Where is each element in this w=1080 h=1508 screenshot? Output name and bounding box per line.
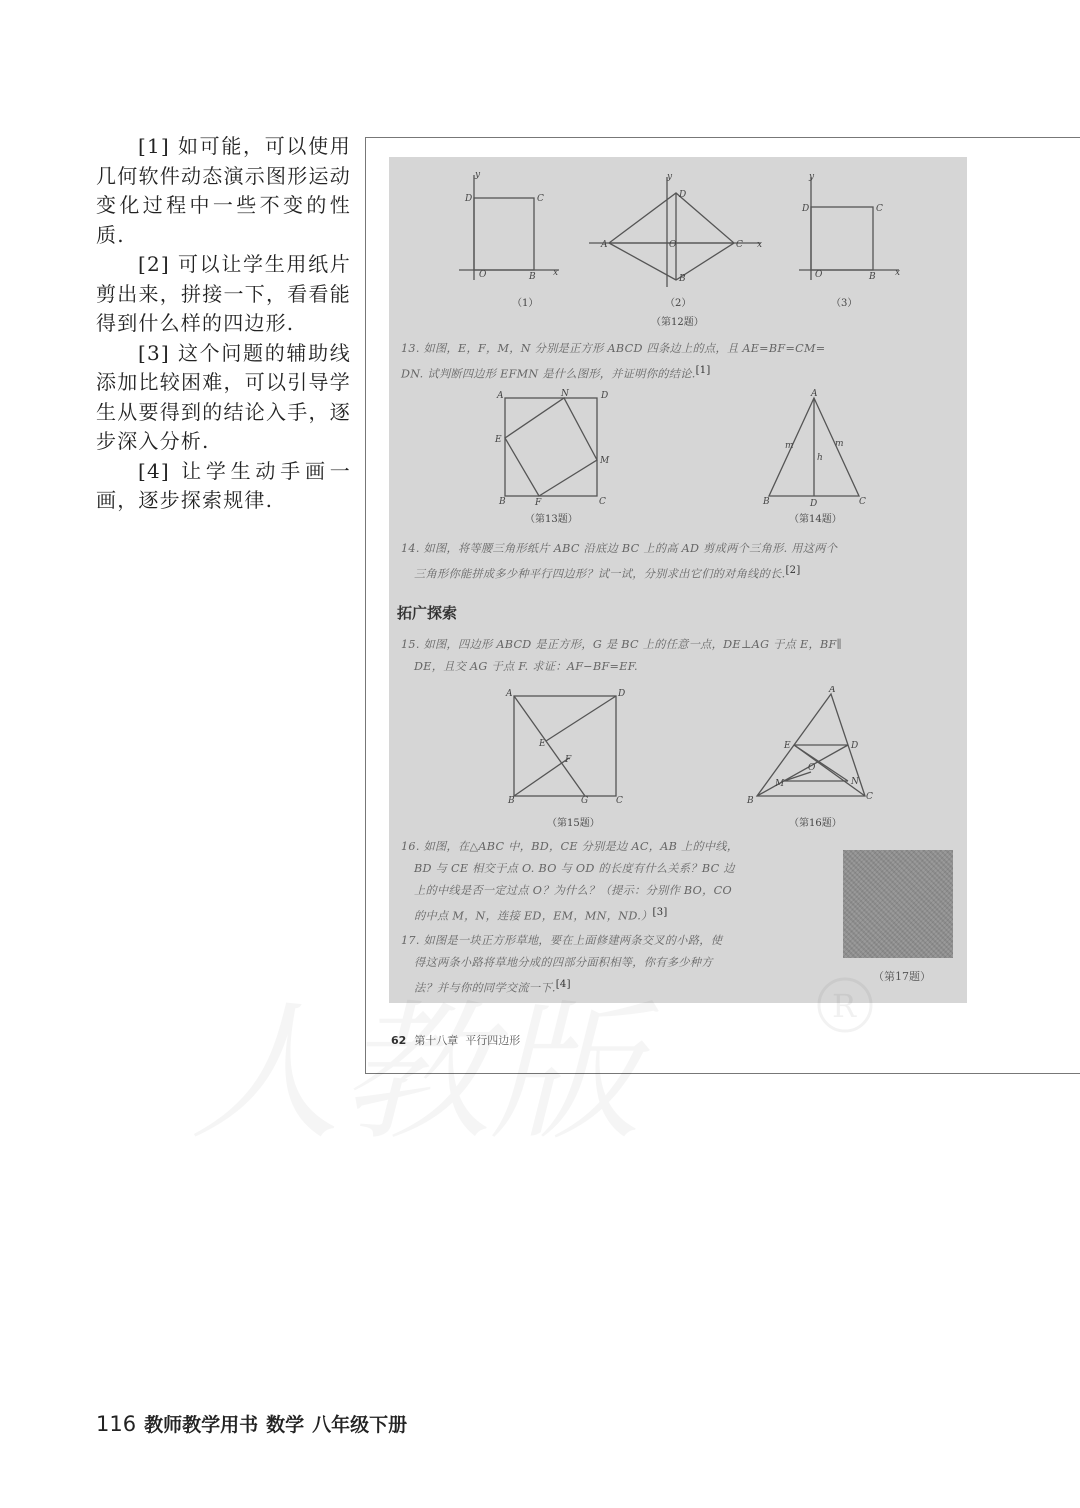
svg-text:O: O	[815, 270, 823, 280]
page-footer	[96, 1410, 415, 1437]
footer-book-title: 教师教学用书	[144, 1414, 259, 1436]
svg-text:E: E	[784, 741, 791, 751]
exercise-17-line-1: 17. 如图是一块正方形草地，要在上面修建两条交叉的小路，使	[401, 934, 723, 947]
svg-text:C: C	[537, 194, 544, 204]
svg-text:C: C	[876, 204, 883, 214]
svg-text:C: C	[599, 497, 606, 507]
svg-text:O: O	[808, 763, 816, 773]
svg-text:A: A	[601, 240, 608, 250]
svg-text:B: B	[747, 796, 754, 806]
publisher-watermark	[180, 975, 900, 1165]
section-title: 拓广探索	[397, 604, 458, 622]
exercise-15-line-1: 15. 如图，四边形 ABCD 是正方形，G 是 BC 上的任意一点，DE⊥AG 于点 E，BF∥	[401, 638, 843, 651]
svg-text:E: E	[495, 435, 502, 445]
footer-page-number: 116	[96, 1412, 137, 1436]
svg-text:M: M	[600, 456, 610, 466]
figures-15-16	[389, 686, 967, 832]
sub-caption-3: （3）	[831, 298, 858, 309]
svg-text:O: O	[479, 270, 487, 280]
svg-text:A: A	[506, 689, 513, 699]
exercise-13-line-2: DN. 试判断四边形 EFMN 是什么图形，并证明你的结论.	[401, 367, 696, 381]
exercise-13-line-1: 13. 如图，E，F，M，N 分别是正方形 ABCD 四条边上的点，且 AE=BF=CM=	[401, 342, 826, 355]
caption-fig-14: （第14题）	[789, 514, 842, 525]
caption-fig-12: （第12题）	[651, 317, 704, 328]
svg-text:x: x	[895, 268, 901, 278]
svg-text:G: G	[581, 796, 589, 806]
side-note-1: [1] 如可能，可以使用几何软件动态演示图形运动变化过程中一些不变的性质.	[96, 134, 351, 247]
exercise-15-line-2: DE，且交 AG 于点 F. 求证：AF−BF=EF.	[414, 660, 638, 673]
svg-text:D: D	[851, 741, 859, 751]
exercise-14	[401, 538, 961, 586]
svg-text:A: A	[811, 389, 818, 399]
svg-text:O: O	[669, 240, 677, 250]
sub-caption-1: （1）	[512, 298, 539, 309]
exercise-13	[401, 338, 961, 386]
exercise-15	[401, 634, 961, 678]
side-note-4: [4] 让学生动手画一画，逐步探索规律.	[96, 458, 351, 512]
figure-12-row	[389, 165, 967, 335]
embedded-page-number: 62	[391, 1034, 407, 1047]
svg-text:F: F	[565, 755, 572, 765]
svg-text:y: y	[667, 172, 673, 182]
svg-text:C: C	[859, 497, 866, 507]
svg-text:A: A	[829, 686, 836, 695]
svg-text:x: x	[553, 268, 559, 278]
svg-text:D: D	[810, 499, 818, 509]
svg-text:D: D	[802, 204, 810, 214]
svg-text:M: M	[775, 779, 785, 789]
caption-fig-13: （第13题）	[525, 514, 578, 525]
svg-text:R: R	[832, 987, 857, 1025]
svg-text:m: m	[785, 441, 794, 451]
svg-text:h: h	[817, 453, 823, 463]
svg-text:D: D	[601, 391, 609, 401]
exercise-16-line-3: 上的中线是否一定过点 O？为什么？（提示：分别作 BO，CO	[414, 884, 732, 897]
footer-subject: 数学	[266, 1414, 305, 1436]
side-notes	[96, 132, 351, 516]
svg-text:x: x	[757, 240, 763, 250]
svg-text:N: N	[561, 389, 569, 399]
svg-text:C: C	[616, 796, 623, 806]
svg-text:A: A	[497, 391, 504, 401]
lawn-photo	[843, 850, 953, 958]
embedded-chapter: 第十八章	[414, 1034, 459, 1047]
svg-text:B: B	[499, 497, 506, 507]
figures-13-14	[389, 388, 967, 528]
exercise-14-line-2: 三角形你能拼成多少种平行四边形？试一试，分别求出它们的对角线的长.	[414, 567, 786, 581]
embedded-chapter-title: 平行四边形	[465, 1034, 521, 1047]
exercise-13-ref: [1]	[695, 365, 711, 376]
svg-text:人教版	[190, 987, 659, 1161]
svg-text:D: D	[618, 689, 626, 699]
sub-caption-2: （2）	[665, 298, 692, 309]
side-note-3: [3] 这个问题的辅助线添加比较困难，可以引导学生从要得到的结论入手，逐步深入分析.	[96, 340, 351, 453]
caption-fig-16: （第16题）	[789, 818, 842, 829]
svg-text:C: C	[736, 240, 743, 250]
exercise-16-line-4: 的中点 M，N，连接 ED，EM，MN，ND.）	[414, 909, 653, 923]
caption-fig-15: （第15题）	[547, 818, 600, 829]
svg-text:E: E	[539, 739, 546, 749]
exercise-14-line-1: 14. 如图，将等腰三角形纸片 ABC 沿底边 BC 上的高 AD 剪成两个三角形. 用这两个	[401, 542, 838, 555]
side-note-2: [2] 可以让学生用纸片剪出来，拼接一下，看看能得到什么样的四边形.	[96, 252, 351, 335]
footer-grade: 八年级下册	[312, 1414, 408, 1436]
svg-text:C: C	[866, 792, 873, 802]
svg-text:F: F	[535, 498, 542, 508]
svg-text:y: y	[809, 172, 815, 182]
svg-text:m: m	[835, 439, 844, 449]
exercise-16-ref: [3]	[652, 907, 668, 918]
svg-text:B: B	[679, 274, 686, 284]
exercise-17-line-3: 法？并与你的同学交流一下.	[414, 981, 556, 995]
caption-fig-17: （第17题）	[873, 970, 931, 983]
svg-text:B: B	[529, 272, 536, 282]
exercise-17-ref: [4]	[555, 979, 571, 990]
svg-text:N: N	[851, 777, 859, 787]
svg-text:D: D	[679, 190, 687, 200]
exercise-16	[401, 836, 841, 928]
exercise-16-line-1: 16. 如图，在△ABC 中，BD，CE 分别是边 AC，AB 上的中线，	[401, 840, 739, 853]
svg-text:B: B	[869, 272, 876, 282]
svg-text:y: y	[475, 170, 481, 180]
svg-text:B: B	[508, 796, 515, 806]
exercise-17-line-2: 得这两条小路将草地分成的四部分面积相等，你有多少种方	[414, 956, 713, 969]
svg-text:D: D	[465, 194, 473, 204]
exercise-14-ref: [2]	[785, 565, 801, 576]
svg-text:B: B	[763, 497, 770, 507]
exercise-16-line-2: BD 与 CE 相交于点 O. BO 与 OD 的长度有什么关系？BC 边	[414, 862, 735, 875]
